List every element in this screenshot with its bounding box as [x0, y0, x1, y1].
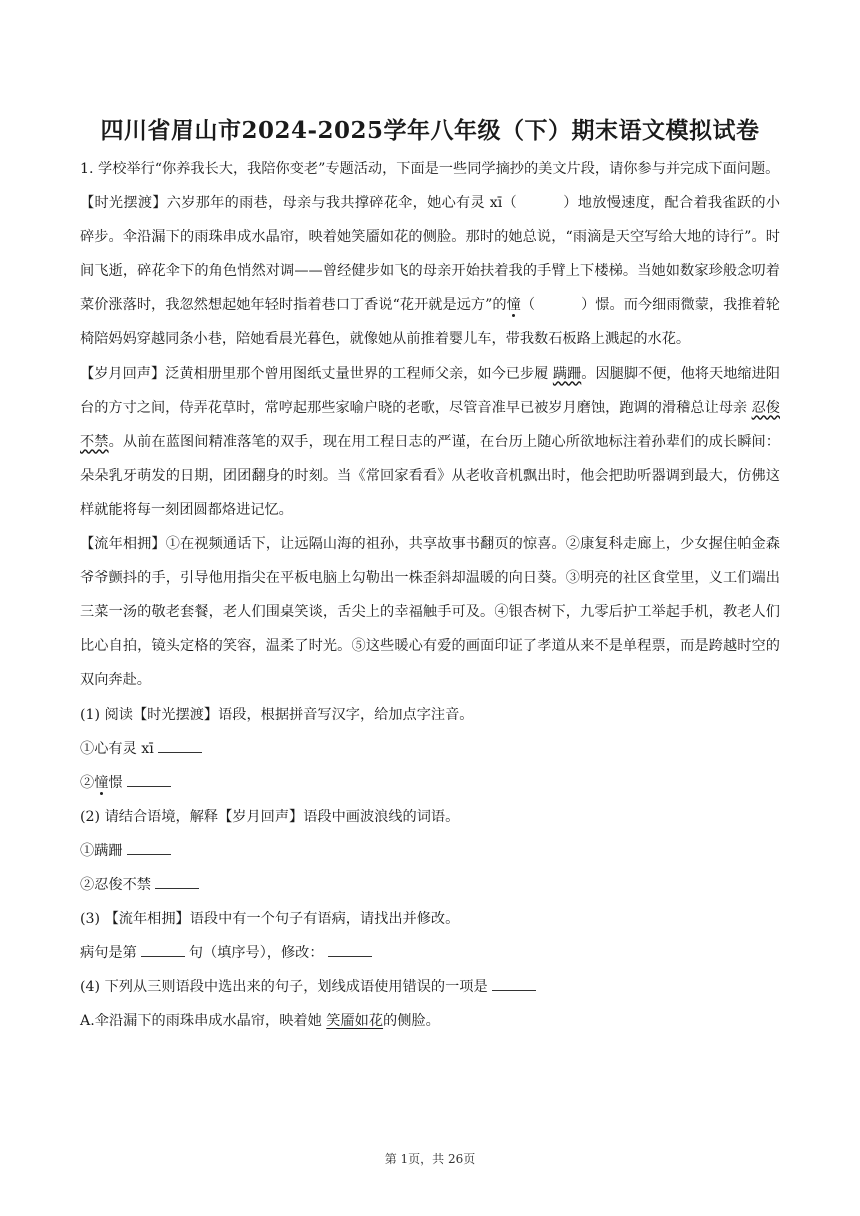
answer-line-2a: ①蹒跚 [80, 834, 780, 868]
sub-question-2: (2) 请结合语境，解释【岁月回声】语段中画波浪线的词语。 [80, 808, 460, 825]
page-footer: 第 1页，共 26页 [384, 1152, 476, 1166]
passage-tag: 【流年相拥】 [80, 536, 166, 553]
sub-question-1: (1) 阅读【时光摆渡】语段，根据拼音写汉字，给加点字注音。 [80, 706, 474, 723]
sub-question-4: (4) 下列从三则语段中选出来的句子，划线成语使用错误的一项是 [80, 970, 780, 1004]
sub-question-3: (3) 【流年相拥】语段中有一个句子有语病，请找出并修改。 [80, 911, 460, 928]
answer-blank[interactable] [141, 955, 185, 957]
passage-tag: 【时光摆渡】 [80, 195, 167, 212]
wavy-underlined-word: 忍俊不禁 [80, 399, 780, 450]
answer-blank[interactable] [328, 955, 372, 957]
answer-blank[interactable] [127, 785, 171, 787]
passage-suiyue-huisheng: 【岁月回声】泛黄相册里那个曾用图纸丈量世界的工程师父亲，如今已步履 蹒跚。因腿脚不便，他将天地缩进阳台的方寸之间，侍弄花草时，常哼起那些家喻户晓的老歌，尽管音准早已被岁月磨蚀，跑调的滑稽总让母亲 忍俊不禁。从前在蓝图间精准落笔的双手，现在用工程日志的严谨，在台历上随心所欲地标注着孙辈们的成长瞬间：朵朵乳牙萌发的日期，团团翻身的时刻。当《常回家看看》从老收音机飘出时，他会把助听器调到最大，仿佛这样就能将每一刻团圆都烙进记忆。 [80, 365, 780, 518]
passage-shiguang-baidu: 【时光摆渡】六岁那年的雨巷，母亲与我共撑碎花伞，她心有灵 xī（ ）地放慢速度，配合着我雀跃的小碎步。伞沿漏下的雨珠串成水晶帘，映着她笑靥如花的侧脸。那时的她总说，“雨滴是天空写给大地的诗行”。时间飞逝，碎花伞下的角色悄然对调——曾经健步如飞的母亲开始扶着我的手臂上下楼梯。当她如数家珍般念叨着菜价涨落时，我忽然想起她年轻时指着巷口丁香说“花开就是远方”的憧（ ）憬。而今细雨微蒙，我推着轮椅陪妈妈穿越同条小巷，陪她看晨光暮色，就像她从前推着婴儿车，带我数石板路上溅起的水花。 [80, 195, 780, 348]
underlined-idiom: 笑靥如花 [326, 1013, 384, 1030]
answer-blank[interactable] [492, 989, 536, 991]
answer-line-2b: ②忍俊不禁 [80, 868, 780, 902]
wavy-underlined-word: 蹒跚 [552, 365, 582, 382]
passage-liunian-xiangyong: 【流年相拥】①在视频通话下，让远隔山海的祖孙，共享故事书翻页的惊喜。②康复科走廊上，少女握住帕金森爷爷颤抖的手，引导他用指尖在平板电脑上勾勒出一株歪斜却温暖的向日葵。③明亮的社区食堂里，义工们端出三菜一汤的敬老套餐，老人们围桌笑谈，舌尖上的幸福触手可及。④银杏树下，九零后护工举起手机，教老人们比心自拍，镜头定格的笑容，温柔了时光。⑤这些暖心有爱的画面印证了孝道从来不是单程票，而是跨越时空的双向奔赴。 [80, 536, 780, 689]
question-1-intro: 1. 学校举行“你养我长大，我陪你变老”专题活动，下面是一些同学摘抄的美文片段，请你参与并完成下面问题。 [80, 161, 780, 177]
exam-content [80, 152, 780, 1038]
answer-blank[interactable] [158, 751, 202, 753]
dotted-character: 憧 [94, 774, 109, 791]
answer-blank[interactable] [155, 887, 199, 889]
page-title: 四川省眉山市2024-2025学年八年级（下）期末语文模拟试卷 [100, 117, 760, 144]
answer-blank[interactable] [127, 853, 171, 855]
answer-line-1b: ②憧憬 [80, 766, 780, 800]
option-a: A.伞沿漏下的雨珠串成水晶帘，映着她 笑靥如花的侧脸。 [80, 1013, 440, 1030]
answer-line-3: 病句是第 句（填序号），修改： [80, 936, 780, 970]
dotted-character: 憧 [506, 297, 521, 314]
answer-line-1a: ①心有灵 xī [80, 732, 780, 766]
passage-tag: 【岁月回声】 [80, 365, 166, 382]
